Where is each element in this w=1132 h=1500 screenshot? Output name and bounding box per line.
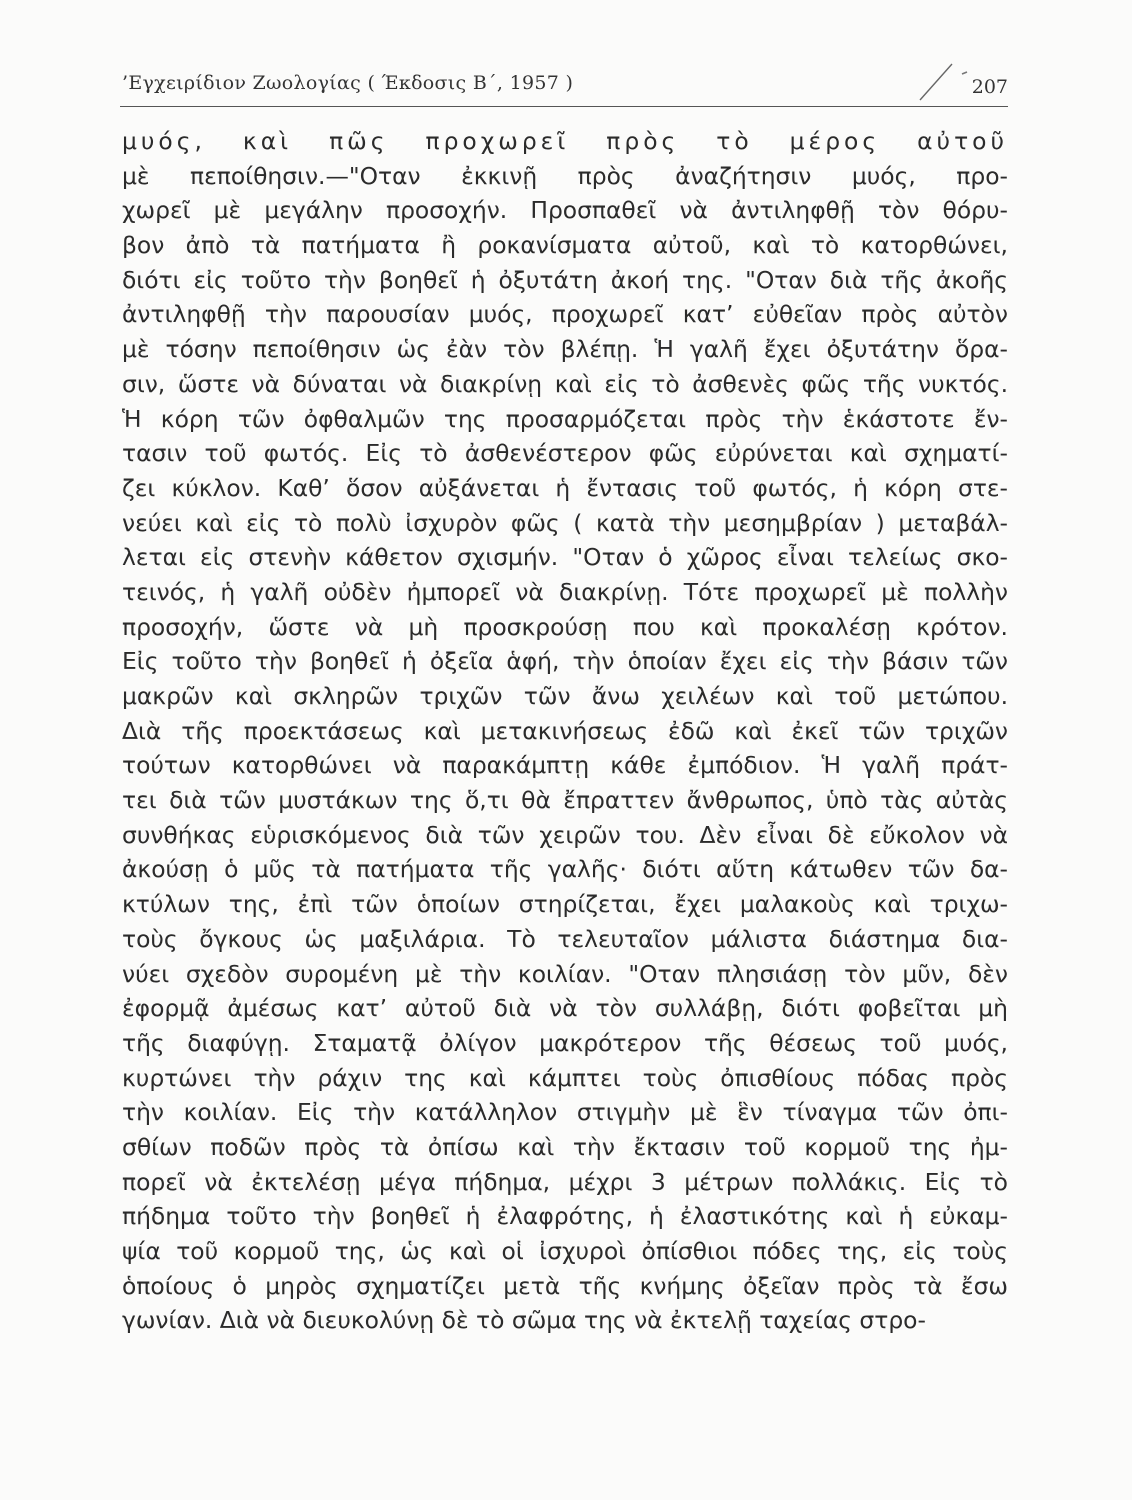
text-line: μακρῶν καὶ σκληρῶν τριχῶν τῶν ἄνω χειλέων καὶ τοῦ μετώπου.: [122, 682, 1008, 710]
text-line: τούτων κατορθώνει νὰ παρακάμπτῃ κάθε ἐμπόδιον. Ἡ γαλῆ πράτ-: [122, 751, 1008, 780]
text-line: ψία τοῦ κορμοῦ της, ὡς καὶ οἱ ἰσχυροὶ ὀπίσθιοι πόδες της, εἰς τοὺς: [122, 1237, 1008, 1265]
text-line: ἐφορμᾷ ἀμέσως κατ’ αὐτοῦ διὰ νὰ τὸν συλλάβῃ, διότι φοβεῖται μὴ: [122, 994, 1008, 1023]
text-line: τει διὰ τῶν μυστάκων της ὅ,τι θὰ ἔπραττεν ἄνθρωπος, ὑπὸ τὰς αὐτὰς: [122, 786, 1008, 815]
text-line: νεύει καὶ εἰς τὸ πολὺ ἰσχυρὸν φῶς ( κατὰ τὴν μεσημβρίαν ) μεταβάλ-: [122, 508, 1008, 537]
text-line: πορεῖ νὰ ἐκτελέσῃ μέγα πήδημα, μέχρι 3 μέτρων πολλάκις. Εἰς τὸ: [122, 1167, 1008, 1196]
text-line: χωρεῖ μὲ μεγάλην προσοχήν. Προσπαθεῖ νὰ ἀντιληφθῇ τὸν θόρυ-: [122, 196, 1008, 225]
text-line: τὴν κοιλίαν. Εἰς τὴν κατάλληλον στιγμὴν μὲ ἓν τίναγμα τῶν ὀπι-: [122, 1098, 1008, 1127]
running-header: [122, 66, 1008, 102]
text-line: βον ἀπὸ τὰ πατήματα ἢ ροκανίσματα αὐτοῦ, καὶ τὸ κατορθώνει,: [122, 231, 1008, 260]
text-line: τεινός, ἡ γαλῆ οὐδὲν ἠμπορεῖ νὰ διακρίνῃ. Τότε προχωρεῖ μὲ πολλὴν: [122, 577, 1008, 606]
text-line: νύει σχεδὸν συρομένη μὲ τὴν κοιλίαν. "Οταν πλησιάσῃ τὸν μῦν, δὲν: [122, 959, 1008, 988]
body-text: [122, 124, 1008, 1338]
text-line: τοὺς ὄγκους ὡς μαξιλάρια. Τὸ τελευταῖον μάλιστα διάστημα δια-: [122, 924, 1008, 953]
text-line: σιν, ὥστε νὰ δύναται νὰ διακρίνῃ καὶ εἰς τὸ ἀσθενὲς φῶς τῆς νυκτός.: [122, 369, 1008, 398]
text-line: προσοχήν, ὥστε νὰ μὴ προσκρούσῃ που καὶ προκαλέσῃ κρότον.: [122, 612, 1008, 641]
page-number: 207: [971, 76, 1008, 98]
text-line: διότι εἰς τοῦτο τὴν βοηθεῖ ἡ ὀξυτάτη ἀκοή της. "Οταν διὰ τῆς ἀκοῆς: [122, 265, 1008, 294]
text-line: ζει κύκλον. Καθ’ ὅσον αὐξάνεται ἡ ἔντασις τοῦ φωτός, ἡ κόρη στε-: [122, 473, 1008, 502]
text-line: ἀκούσῃ ὁ μῦς τὰ πατήματα τῆς γαλῆς· διότι αὕτη κάτωθεν τῶν δα-: [122, 855, 1008, 884]
text-line: μὲ πεποίθησιν.—"Οταν ἐκκινῇ πρὸς ἀναζήτησιν μυός, προ-: [122, 161, 1008, 190]
text-line: πήδημα τοῦτο τὴν βοηθεῖ ἡ ἐλαφρότης, ἡ ἐλαστικότης καὶ ἡ εὐκαμ-: [122, 1202, 1008, 1231]
text-line: γωνίαν. Διὰ νὰ διευκολύνῃ δὲ τὸ σῶμα της νὰ ἐκτελῇ ταχείας στρο-: [122, 1306, 926, 1335]
pencil-mark-icon: [912, 62, 972, 102]
text-line: τῆς διαφύγῃ. Σταματᾷ ὀλίγον μακρότερον τῆς θέσεως τοῦ μυός,: [122, 1028, 1008, 1057]
text-line: σθίων ποδῶν πρὸς τὰ ὀπίσω καὶ τὴν ἔκτασιν τοῦ κορμοῦ της ἠμ-: [122, 1132, 1008, 1161]
text-line: ἀντιληφθῇ τὴν παρουσίαν μυός, προχωρεῖ κατ’ εὐθεῖαν πρὸς αὐτὸν: [122, 300, 1008, 329]
text-line: Εἰς τοῦτο τὴν βοηθεῖ ἡ ὀξεῖα ἁφή, τὴν ὁποίαν ἔχει εἰς τὴν βάσιν τῶν: [122, 647, 1008, 676]
text-line: Διὰ τῆς προεκτάσεως καὶ μετακινήσεως ἐδῶ καὶ ἐκεῖ τῶν τριχῶν: [122, 716, 1008, 745]
text-line: μυός, καὶ πῶς προχωρεῖ πρὸς τὸ μέρος αὐτοῦ: [122, 127, 1008, 155]
book-title: ’Εγχειρίδιον Ζωολογίας ( Έκδοσις Β΄, 1957 ): [122, 72, 574, 94]
text-line: κυρτώνει τὴν ράχιν της καὶ κάμπτει τοὺς ὀπισθίους πόδας πρὸς: [122, 1063, 1008, 1092]
text-line: μὲ τόσην πεποίθησιν ὡς ἐὰν τὸν βλέπῃ. Ἡ γαλῆ ἔχει ὀξυτάτην ὅρα-: [122, 335, 1008, 364]
text-line: κτύλων της, ἐπὶ τῶν ὁποίων στηρίζεται, ἔχει μαλακοὺς καὶ τριχω-: [122, 890, 1008, 919]
text-line: τασιν τοῦ φωτός. Εἰς τὸ ἀσθενέστερον φῶς εὐρύνεται καὶ σχηματί-: [122, 439, 1008, 468]
text-line: ὁποίους ὁ μηρὸς σχηματίζει μετὰ τῆς κνήμης ὀξεῖαν πρὸς τὰ ἔσω: [122, 1271, 1008, 1300]
text-line: Ἡ κόρη τῶν ὀφθαλμῶν της προσαρμόζεται πρὸς τὴν ἑκάστοτε ἔν-: [122, 404, 1008, 433]
header-rule: [120, 106, 1008, 107]
text-line: συνθήκας εὑρισκόμενος διὰ τῶν χειρῶν του. Δὲν εἶναι δὲ εὔκολον νὰ: [122, 820, 1008, 849]
text-line: λεται εἰς στενὴν κάθετον σχισμήν. "Οταν ὁ χῶρος εἶναι τελείως σκο-: [122, 543, 1008, 572]
